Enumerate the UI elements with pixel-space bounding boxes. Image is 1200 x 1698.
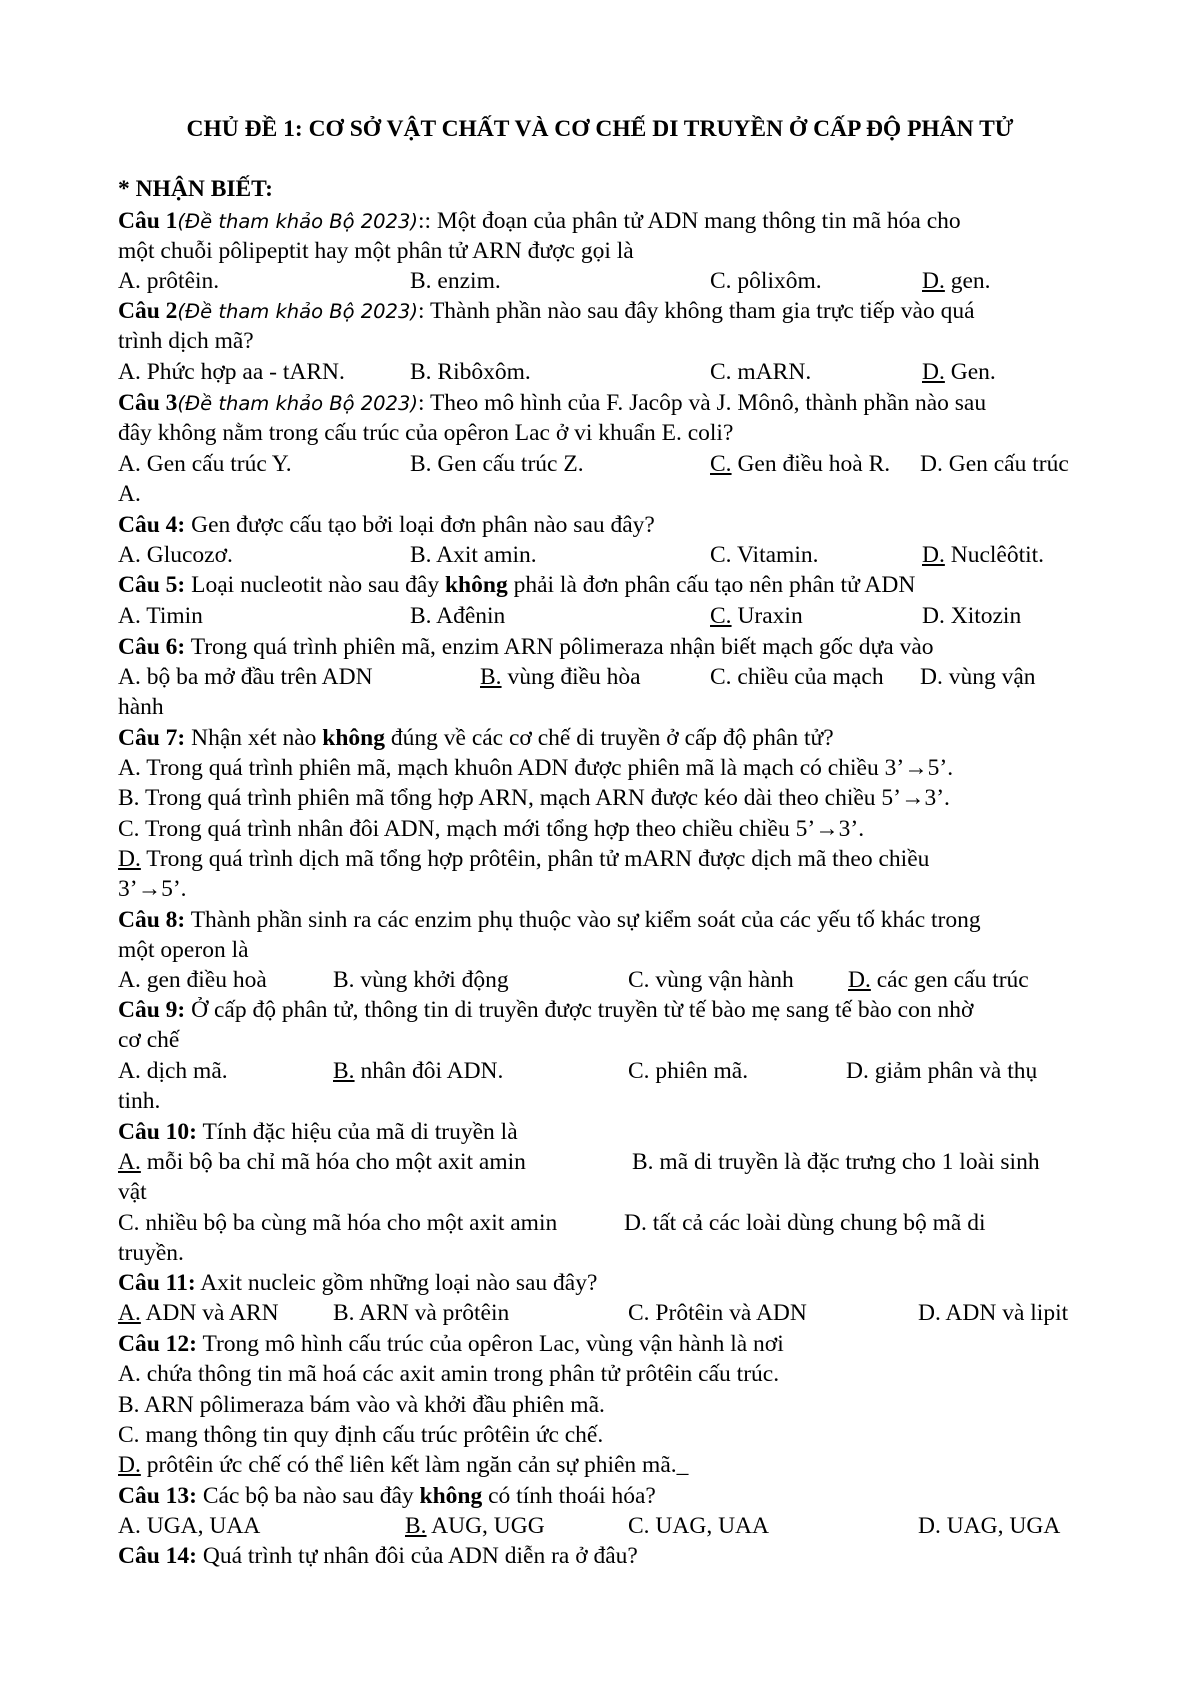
answer-key: D. xyxy=(922,359,945,385)
answer-key: A. xyxy=(118,1300,141,1326)
q7-option-d-cont: 3’→5’. xyxy=(118,876,187,902)
q11-option-c: C. Prôtêin và ADN xyxy=(628,1300,807,1326)
question-number: Câu 9: xyxy=(118,997,186,1023)
q12-option-c: C. mang thông tin quy định cấu trúc prôtêin ức chế. xyxy=(118,1422,604,1448)
question-2-stem-cont: trình dịch mã? xyxy=(118,328,254,354)
q1-option-a: A. prôtêin. xyxy=(118,268,220,294)
q4-option-c: C. Vitamin. xyxy=(710,542,819,568)
question-number: Câu 6: xyxy=(118,634,186,660)
q10-option-a xyxy=(118,1147,526,1177)
q6-option-d-cont: hành xyxy=(118,694,164,720)
emphasis-text: không xyxy=(322,725,386,751)
option-text: Trong quá trình dịch mã tổng hợp prôtêin, phân tử mARN được dịch mã theo chiều xyxy=(140,846,930,872)
q4-option-d xyxy=(922,540,1044,570)
question-number: Câu 14: xyxy=(118,1543,197,1569)
emphasis-text: không xyxy=(444,572,508,598)
q2-option-c: C. mARN. xyxy=(710,359,812,385)
answer-key: D. xyxy=(922,268,945,294)
question-3-stem xyxy=(118,388,986,419)
q8-option-c: C. vùng vận hành xyxy=(628,967,794,993)
question-text: :: Một đoạn của phân tử ADN mang thông tin mã hóa cho xyxy=(417,208,961,234)
option-text: mỗi bộ ba chỉ mã hóa cho một axit amin xyxy=(140,1149,526,1175)
q13-option-d: D. UAG, UGA xyxy=(918,1513,1061,1539)
question-1-stem-cont: một chuỗi pôlipeptit hay một phân tử ARN được gọi là xyxy=(118,238,634,264)
answer-key: C. xyxy=(710,603,732,629)
option-text: Nuclêôtit. xyxy=(944,542,1045,568)
source-tag: (Đề tham khảo Bộ 2023) xyxy=(177,392,418,415)
question-5-stem xyxy=(118,570,915,600)
question-text: Tính đặc hiệu của mã di truyền là xyxy=(197,1119,518,1145)
question-text: Các bộ ba nào sau đây xyxy=(197,1483,420,1509)
section-heading: * NHẬN BIẾT: xyxy=(118,176,273,202)
option-text: Uraxin xyxy=(731,603,803,629)
q12-option-d xyxy=(118,1450,688,1480)
q4-option-a: A. Glucozơ. xyxy=(118,542,233,568)
question-text: : Theo mô hình của F. Jacôp và J. Mônô, thành phần nào sau xyxy=(417,390,987,416)
q6-option-d: D. vùng vận xyxy=(920,664,1036,690)
question-number: Câu 4: xyxy=(118,512,186,538)
question-text: Trong mô hình cấu trúc của opêron Lac, vùng vận hành là nơi xyxy=(197,1331,784,1357)
page-title: CHỦ ĐỀ 1: CƠ SỞ VẬT CHẤT VÀ CƠ CHẾ DI TRUYỀN Ở CẤP ĐỘ PHÂN TỬ xyxy=(186,116,1014,142)
q3-option-b: B. Gen cấu trúc Z. xyxy=(410,451,584,477)
q10-option-b: B. mã di truyền là đặc trưng cho 1 loài sinh xyxy=(632,1149,1040,1175)
question-number: Câu 3 xyxy=(118,390,178,416)
question-text: đúng về các cơ chế di truyền ở cấp độ phân tử? xyxy=(385,725,834,751)
question-text: Axit nucleic gồm những loại nào sau đây? xyxy=(195,1270,598,1296)
q8-option-b: B. vùng khởi động xyxy=(333,967,509,993)
q8-option-d xyxy=(848,965,1029,995)
q11-option-b: B. ARN và prôtêin xyxy=(333,1300,510,1326)
q11-option-d: D. ADN và lipit xyxy=(918,1300,1069,1326)
q11-option-a xyxy=(118,1298,279,1328)
option-text: ADN và ARN xyxy=(140,1300,279,1326)
option-text: AUG, UGG xyxy=(426,1513,545,1539)
answer-key: A. xyxy=(118,1149,141,1175)
q2-option-a: A. Phức hợp aa - tARN. xyxy=(118,359,345,385)
question-9-stem xyxy=(118,995,973,1025)
q6-option-c: C. chiều của mạch xyxy=(710,664,884,690)
q1-option-d xyxy=(922,266,991,296)
question-3-stem-cont: đây không nằm trong cấu trúc của opêron Lac ở vi khuẩn E. coli? xyxy=(118,420,734,446)
question-number: Câu 13: xyxy=(118,1483,197,1509)
question-14-stem xyxy=(118,1541,638,1571)
question-10-stem xyxy=(118,1117,518,1147)
question-12-stem xyxy=(118,1329,784,1359)
question-4-stem xyxy=(118,510,655,540)
q12-option-a: A. chứa thông tin mã hoá các axit amin trong phân tử prôtêin cấu trúc. xyxy=(118,1361,780,1387)
source-tag: (Đề tham khảo Bộ 2023) xyxy=(177,300,418,323)
question-number: Câu 12: xyxy=(118,1331,197,1357)
question-number: Câu 2 xyxy=(118,298,178,324)
answer-key: D. xyxy=(118,846,141,872)
question-text: Ở cấp độ phân tử, thông tin di truyền được truyền từ tế bào mẹ sang tế bào con nhờ xyxy=(185,997,974,1023)
q9-option-d-cont: tinh. xyxy=(118,1088,161,1114)
question-text: Trong quá trình phiên mã, enzim ARN pôlimeraza nhận biết mạch gốc dựa vào xyxy=(185,634,934,660)
question-2-stem xyxy=(118,296,975,327)
option-text: Gen. xyxy=(944,359,996,385)
q9-option-a: A. dịch mã. xyxy=(118,1058,228,1084)
option-text: nhân đôi ADN. xyxy=(354,1058,504,1084)
q3-option-a: A. Gen cấu trúc Y. xyxy=(118,451,292,477)
question-text: Nhận xét nào xyxy=(185,725,323,751)
answer-key: C. xyxy=(710,451,732,477)
q3-option-d: D. Gen cấu trúc xyxy=(920,451,1069,477)
question-number: Câu 5: xyxy=(118,572,186,598)
option-text: vùng điều hòa xyxy=(501,664,641,690)
answer-key: D. xyxy=(118,1452,141,1478)
answer-key: D. xyxy=(848,967,871,993)
q5-option-d: D. Xitozin xyxy=(922,603,1022,629)
q7-option-b: B. Trong quá trình phiên mã tổng hợp ARN, mạch ARN được kéo dài theo chiều 5’→3’. xyxy=(118,785,950,811)
q12-option-b: B. ARN pôlimeraza bám vào và khởi đầu phiên mã. xyxy=(118,1392,605,1418)
answer-key: B. xyxy=(480,664,502,690)
question-11-stem xyxy=(118,1268,597,1298)
answer-key: B. xyxy=(405,1513,427,1539)
emphasis-text: không xyxy=(419,1483,483,1509)
option-text: gen. xyxy=(944,268,991,294)
q2-option-d xyxy=(922,357,996,387)
q5-option-c xyxy=(710,601,803,631)
q7-option-d xyxy=(118,844,929,874)
question-text: Thành phần sinh ra các enzim phụ thuộc vào sự kiểm soát của các yếu tố khác trong xyxy=(185,907,981,933)
q7-option-a: A. Trong quá trình phiên mã, mạch khuôn ADN được phiên mã là mạch có chiều 3’→5’. xyxy=(118,755,954,781)
question-1-stem xyxy=(118,206,961,237)
answer-key: B. xyxy=(333,1058,355,1084)
q9-option-d: D. giảm phân và thụ xyxy=(846,1058,1038,1084)
question-9-stem-cont: cơ chế xyxy=(118,1027,180,1053)
question-13-stem xyxy=(118,1481,656,1511)
option-text: prôtêin ức chế có thể liên kết làm ngăn cản sự phiên mã._ xyxy=(140,1452,689,1478)
question-7-stem xyxy=(118,723,834,753)
q13-option-c: C. UAG, UAA xyxy=(628,1513,769,1539)
question-number: Câu 1 xyxy=(118,208,178,234)
question-8-stem-cont: một operon là xyxy=(118,937,249,963)
q9-option-b xyxy=(333,1056,503,1086)
q1-option-c: C. pôlixôm. xyxy=(710,268,822,294)
q6-option-b xyxy=(480,662,641,692)
question-text: có tính thoái hóa? xyxy=(482,1483,656,1509)
q3-option-c xyxy=(710,449,890,479)
q10-option-c: C. nhiều bộ ba cùng mã hóa cho một axit amin xyxy=(118,1210,558,1236)
question-number: Câu 10: xyxy=(118,1119,197,1145)
q4-option-b: B. Axit amin. xyxy=(410,542,537,568)
question-text: Gen được cấu tạo bởi loại đơn phân nào sau đây? xyxy=(185,512,655,538)
option-text: các gen cấu trúc xyxy=(870,967,1029,993)
question-6-stem xyxy=(118,632,934,662)
q6-option-a: A. bộ ba mở đầu trên ADN xyxy=(118,664,373,690)
question-number: Câu 8: xyxy=(118,907,186,933)
q10-option-b-cont: vật xyxy=(118,1179,147,1205)
q5-option-b: B. Ađênin xyxy=(410,603,506,629)
q13-option-b xyxy=(405,1511,545,1541)
question-number: Câu 7: xyxy=(118,725,186,751)
answer-key: D. xyxy=(922,542,945,568)
question-8-stem xyxy=(118,905,981,935)
q7-option-c: C. Trong quá trình nhân đôi ADN, mạch mới tổng hợp theo chiều chiều 5’→3’. xyxy=(118,816,865,842)
q8-option-a: A. gen điều hoà xyxy=(118,967,267,993)
option-text: Gen điều hoà R. xyxy=(731,451,891,477)
q5-option-a: A. Timin xyxy=(118,603,203,629)
question-number: Câu 11: xyxy=(118,1270,196,1296)
question-text: Loại nucleotit nào sau đây xyxy=(185,572,445,598)
source-tag: (Đề tham khảo Bộ 2023) xyxy=(177,210,418,233)
q1-option-b: B. enzim. xyxy=(410,268,501,294)
q10-option-d-cont: truyền. xyxy=(118,1240,184,1266)
q9-option-c: C. phiên mã. xyxy=(628,1058,749,1084)
q3-option-d-cont: A. xyxy=(118,481,141,507)
question-text: : Thành phần nào sau đây không tham gia trực tiếp vào quá xyxy=(417,298,975,324)
q2-option-b: B. Ribôxôm. xyxy=(410,359,531,385)
q13-option-a: A. UGA, UAA xyxy=(118,1513,261,1539)
question-text: phải là đơn phân cấu tạo nên phân tử ADN xyxy=(507,572,916,598)
question-text: Quá trình tự nhân đôi của ADN diễn ra ở đâu? xyxy=(197,1543,638,1569)
q10-option-d: D. tất cả các loài dùng chung bộ mã di xyxy=(624,1210,986,1236)
